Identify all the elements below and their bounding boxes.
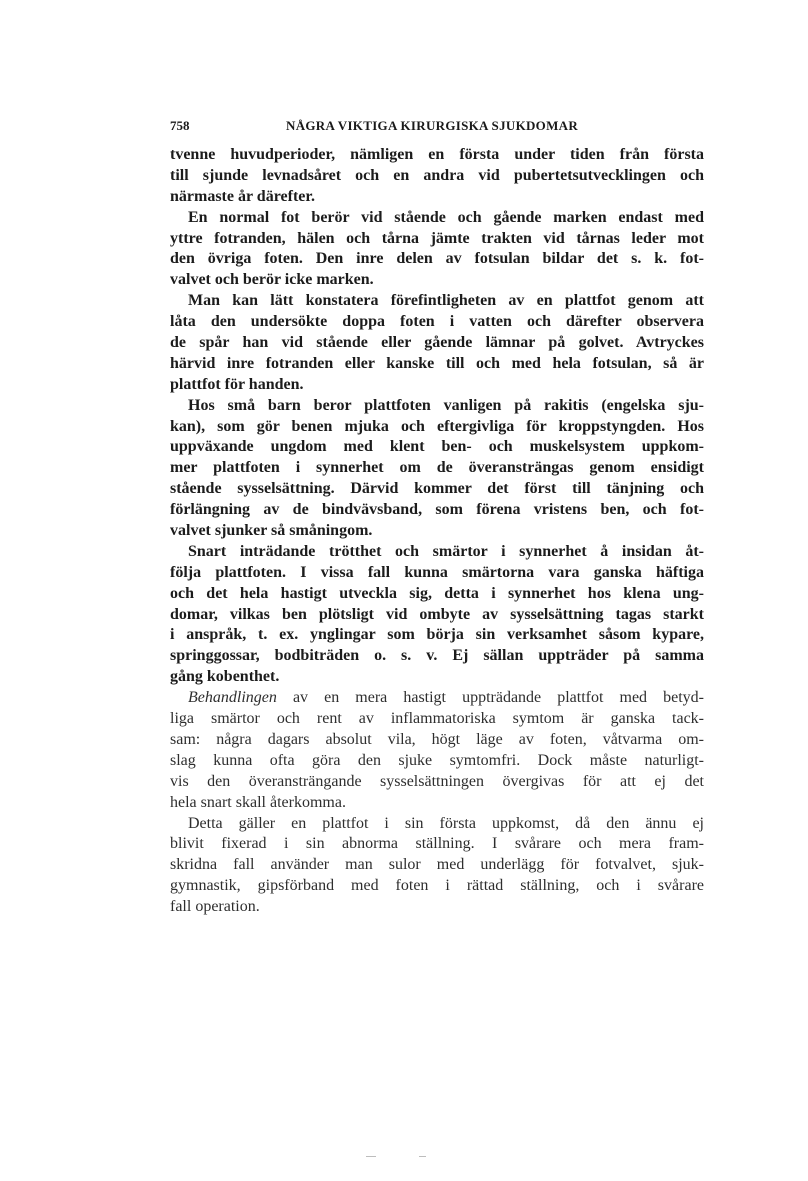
- page-number: 758: [170, 118, 190, 133]
- text-line: plattfot för handen.: [170, 375, 304, 393]
- text-line: Snart inträdande trötthet och smärtor i synnerhet å insidan åt-: [188, 542, 704, 560]
- text-line: Detta gäller en plattfot i sin första uppkomst, då den ännu ej: [188, 814, 704, 832]
- text-line: gymnastik, gipsförband med foten i rättad ställning, och i svårare: [170, 877, 704, 895]
- text-line: valvet sjunker så småningom.: [170, 522, 373, 540]
- scan-mark: [419, 1156, 426, 1157]
- text-line: och det hela hastigt utveckla sig, detta i synnerhet hos klena ung-: [170, 584, 704, 602]
- text-line: valvet och berör icke marken.: [170, 271, 374, 289]
- text-segment: av en mera hastigt uppträdande plattfot med betyd-: [276, 689, 704, 707]
- text-line: sam: några dagars absolut vila, högt läge av foten, våtvarma om-: [170, 730, 704, 748]
- text-line: [170, 688, 704, 709]
- text-line: skridna fall använder man sulor med underlägg för fotvalvet, sjuk-: [170, 856, 704, 874]
- text-line: den övriga foten. Den inre delen av fotsulan bildar det s. k. fot-: [170, 250, 704, 268]
- text-line: blivit fixerad i sin abnorma ställning. I svårare och mera fram-: [170, 835, 704, 853]
- text-line: vis den överansträngande sysselsättningen övergivas för att ej det: [170, 772, 704, 790]
- text-line: springgossar, bodbiträden o. s. v. Ej sällan uppträder på samma: [170, 647, 704, 665]
- text-line: närmaste år därefter.: [170, 187, 315, 205]
- body-text: [170, 145, 704, 918]
- text-line: stående sysselsättning. Därvid kommer det först till tänjning och: [170, 480, 704, 498]
- text-line: Hos små barn beror plattfoten vanligen på rakitis (engelska sju-: [188, 396, 704, 414]
- page-header: [170, 118, 704, 138]
- running-title: NÅGRA VIKTIGA KIRURGISKA SJUKDOMAR: [286, 118, 579, 133]
- text-line: Man kan lätt konstatera förefintligheten av en plattfot genom att: [188, 292, 704, 310]
- text-line: förlängning av de bindvävsband, som förena vristens ben, och fot-: [170, 501, 704, 519]
- text-line: följa plattfoten. I vissa fall kunna smärtorna vara ganska häftiga: [170, 563, 704, 581]
- text-line: de spår han vid stående eller gående lämnar på golvet. Avtryckes: [170, 334, 704, 352]
- italic-term: Behandlingen: [188, 689, 277, 707]
- text-line: tvenne huvudperioder, nämligen en första under tiden från första: [170, 146, 704, 163]
- text-line: härvid inre fotranden eller kanske till och med hela fotsulan, så är: [170, 354, 704, 372]
- text-line: låta den undersökte doppa foten i vatten och därefter observera: [170, 313, 704, 331]
- text-line: hela snart skall återkomma.: [170, 793, 346, 811]
- text-line: En normal fot berör vid stående och gående marken endast med: [188, 208, 704, 226]
- text-line: slag kunna ofta göra den sjuke symtomfri. Dock måste naturligt-: [170, 751, 704, 769]
- text-line: uppväxande ungdom med klent ben- och muskelsystem uppkom-: [170, 438, 704, 456]
- text-line: gång kobenthet.: [170, 668, 280, 686]
- text-line: domar, vilkas ben plötsligt vid ombyte av sysselsättning tagas starkt: [170, 605, 704, 623]
- text-line: fall operation.: [170, 898, 260, 916]
- text-line: i anspråk, t. ex. ynglingar som börja sin verksamhet såsom kypare,: [170, 626, 704, 644]
- text-line: till sjunde levnadsåret och en andra vid pubertetsutvecklingen och: [170, 166, 704, 184]
- text-line: liga smärtor och rent av inflammatoriska symtom är ganska tack-: [170, 710, 704, 728]
- text-line: mer plattfoten i synnerhet om de överansträngas genom ensidigt: [170, 459, 704, 477]
- text-line: kan), som gör benen mjuka och eftergivliga för kroppstyngden. Hos: [170, 417, 704, 435]
- text-line: yttre fotranden, hälen och tårna jämte trakten vid tårnas leder mot: [170, 229, 704, 247]
- scan-mark: [366, 1156, 376, 1157]
